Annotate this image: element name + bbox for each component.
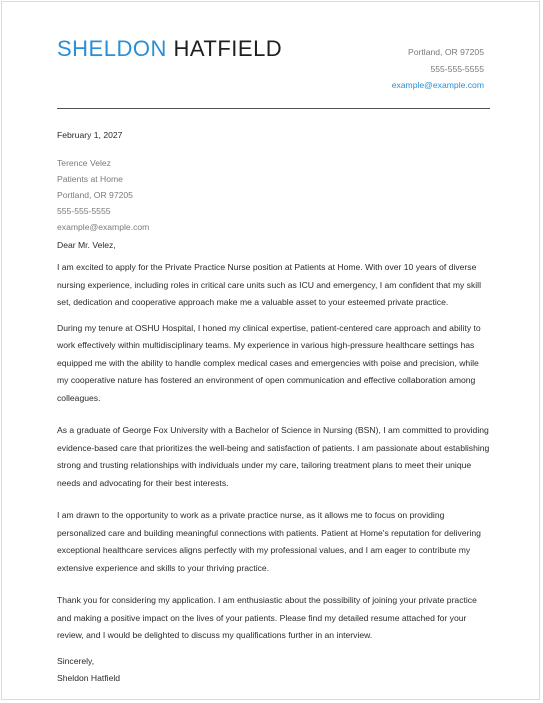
paragraph-thanks: Thank you for considering my application. I am enthusiastic about the possibility of joining your private practice and making a positive impact on the lives of your patients. Please find my detailed resume attached for your review, and I would be delighted to discuss my qualifications further in an interview.: [57, 595, 477, 640]
contact-info: [392, 44, 484, 94]
header-divider: [57, 108, 490, 109]
signature: Sheldon Hatfield: [57, 672, 121, 683]
recipient-block: [57, 155, 490, 235]
paragraph-intro: I am excited to apply for the Private Practice Nurse position at Patients at Home. With over 10 years of diverse nursing experience, including roles in critical care units such as ICU and emergency, I am confident that my skill set, dedication and cooperative approach make me a valuable asset to your esteemed private practice.: [57, 262, 481, 307]
recipient-name: Terence Velez: [57, 158, 111, 168]
first-name: SHELDON: [57, 36, 167, 61]
letter-page: [1, 1, 540, 700]
applicant-name: [57, 36, 282, 62]
applicant-phone: 555-555-5555: [430, 63, 484, 74]
recipient-company: Patients at Home: [57, 174, 123, 184]
recipient-address: Portland, OR 97205: [57, 190, 133, 200]
closing-block: [57, 653, 490, 687]
paragraph-education: As a graduate of George Fox University with a Bachelor of Science in Nursing (BSN), I am committed to providing evidence-based care that prioritizes the well-being and satisfaction of patients. I am passionate about establishing strong and trusting relationships with individuals under my care, tailoring treatment plans to meet their unique needs and advocating for their best interests.: [57, 425, 490, 488]
applicant-address: Portland, OR 97205: [408, 47, 484, 57]
recipient-email: example@example.com: [57, 222, 150, 232]
last-name: HATFIELD: [173, 36, 283, 61]
letter-date: February 1, 2027: [57, 130, 123, 140]
letter-body: [57, 129, 490, 687]
paragraph-experience: During my tenure at OSHU Hospital, I honed my clinical expertise, patient-centered care approach and ability to work effectively within multidisciplinary teams. My experience in various high-pressure healthcare settings has equipped me with the ability to handle complex medical cases and emergencies with poise and precision, while my cooperative nature has fostered an environment of open communication and effective collaboration among colleagues.: [57, 322, 481, 403]
closing: Sincerely,: [57, 655, 95, 666]
salutation: Dear Mr. Velez,: [57, 240, 116, 250]
applicant-email[interactable]: example@example.com: [391, 80, 484, 90]
recipient-phone: 555-555-5555: [57, 206, 111, 216]
paragraph-motivation: I am drawn to the opportunity to work as a private practice nurse, as it allows me to focus on providing personalized care and building meaningful connections with patients. Patient at Home's reputation for delivering exceptional healthcare services aligns perfectly with my professional values, and I am eager to contribute my extensive experience and skills to your thriving practice.: [57, 510, 481, 573]
